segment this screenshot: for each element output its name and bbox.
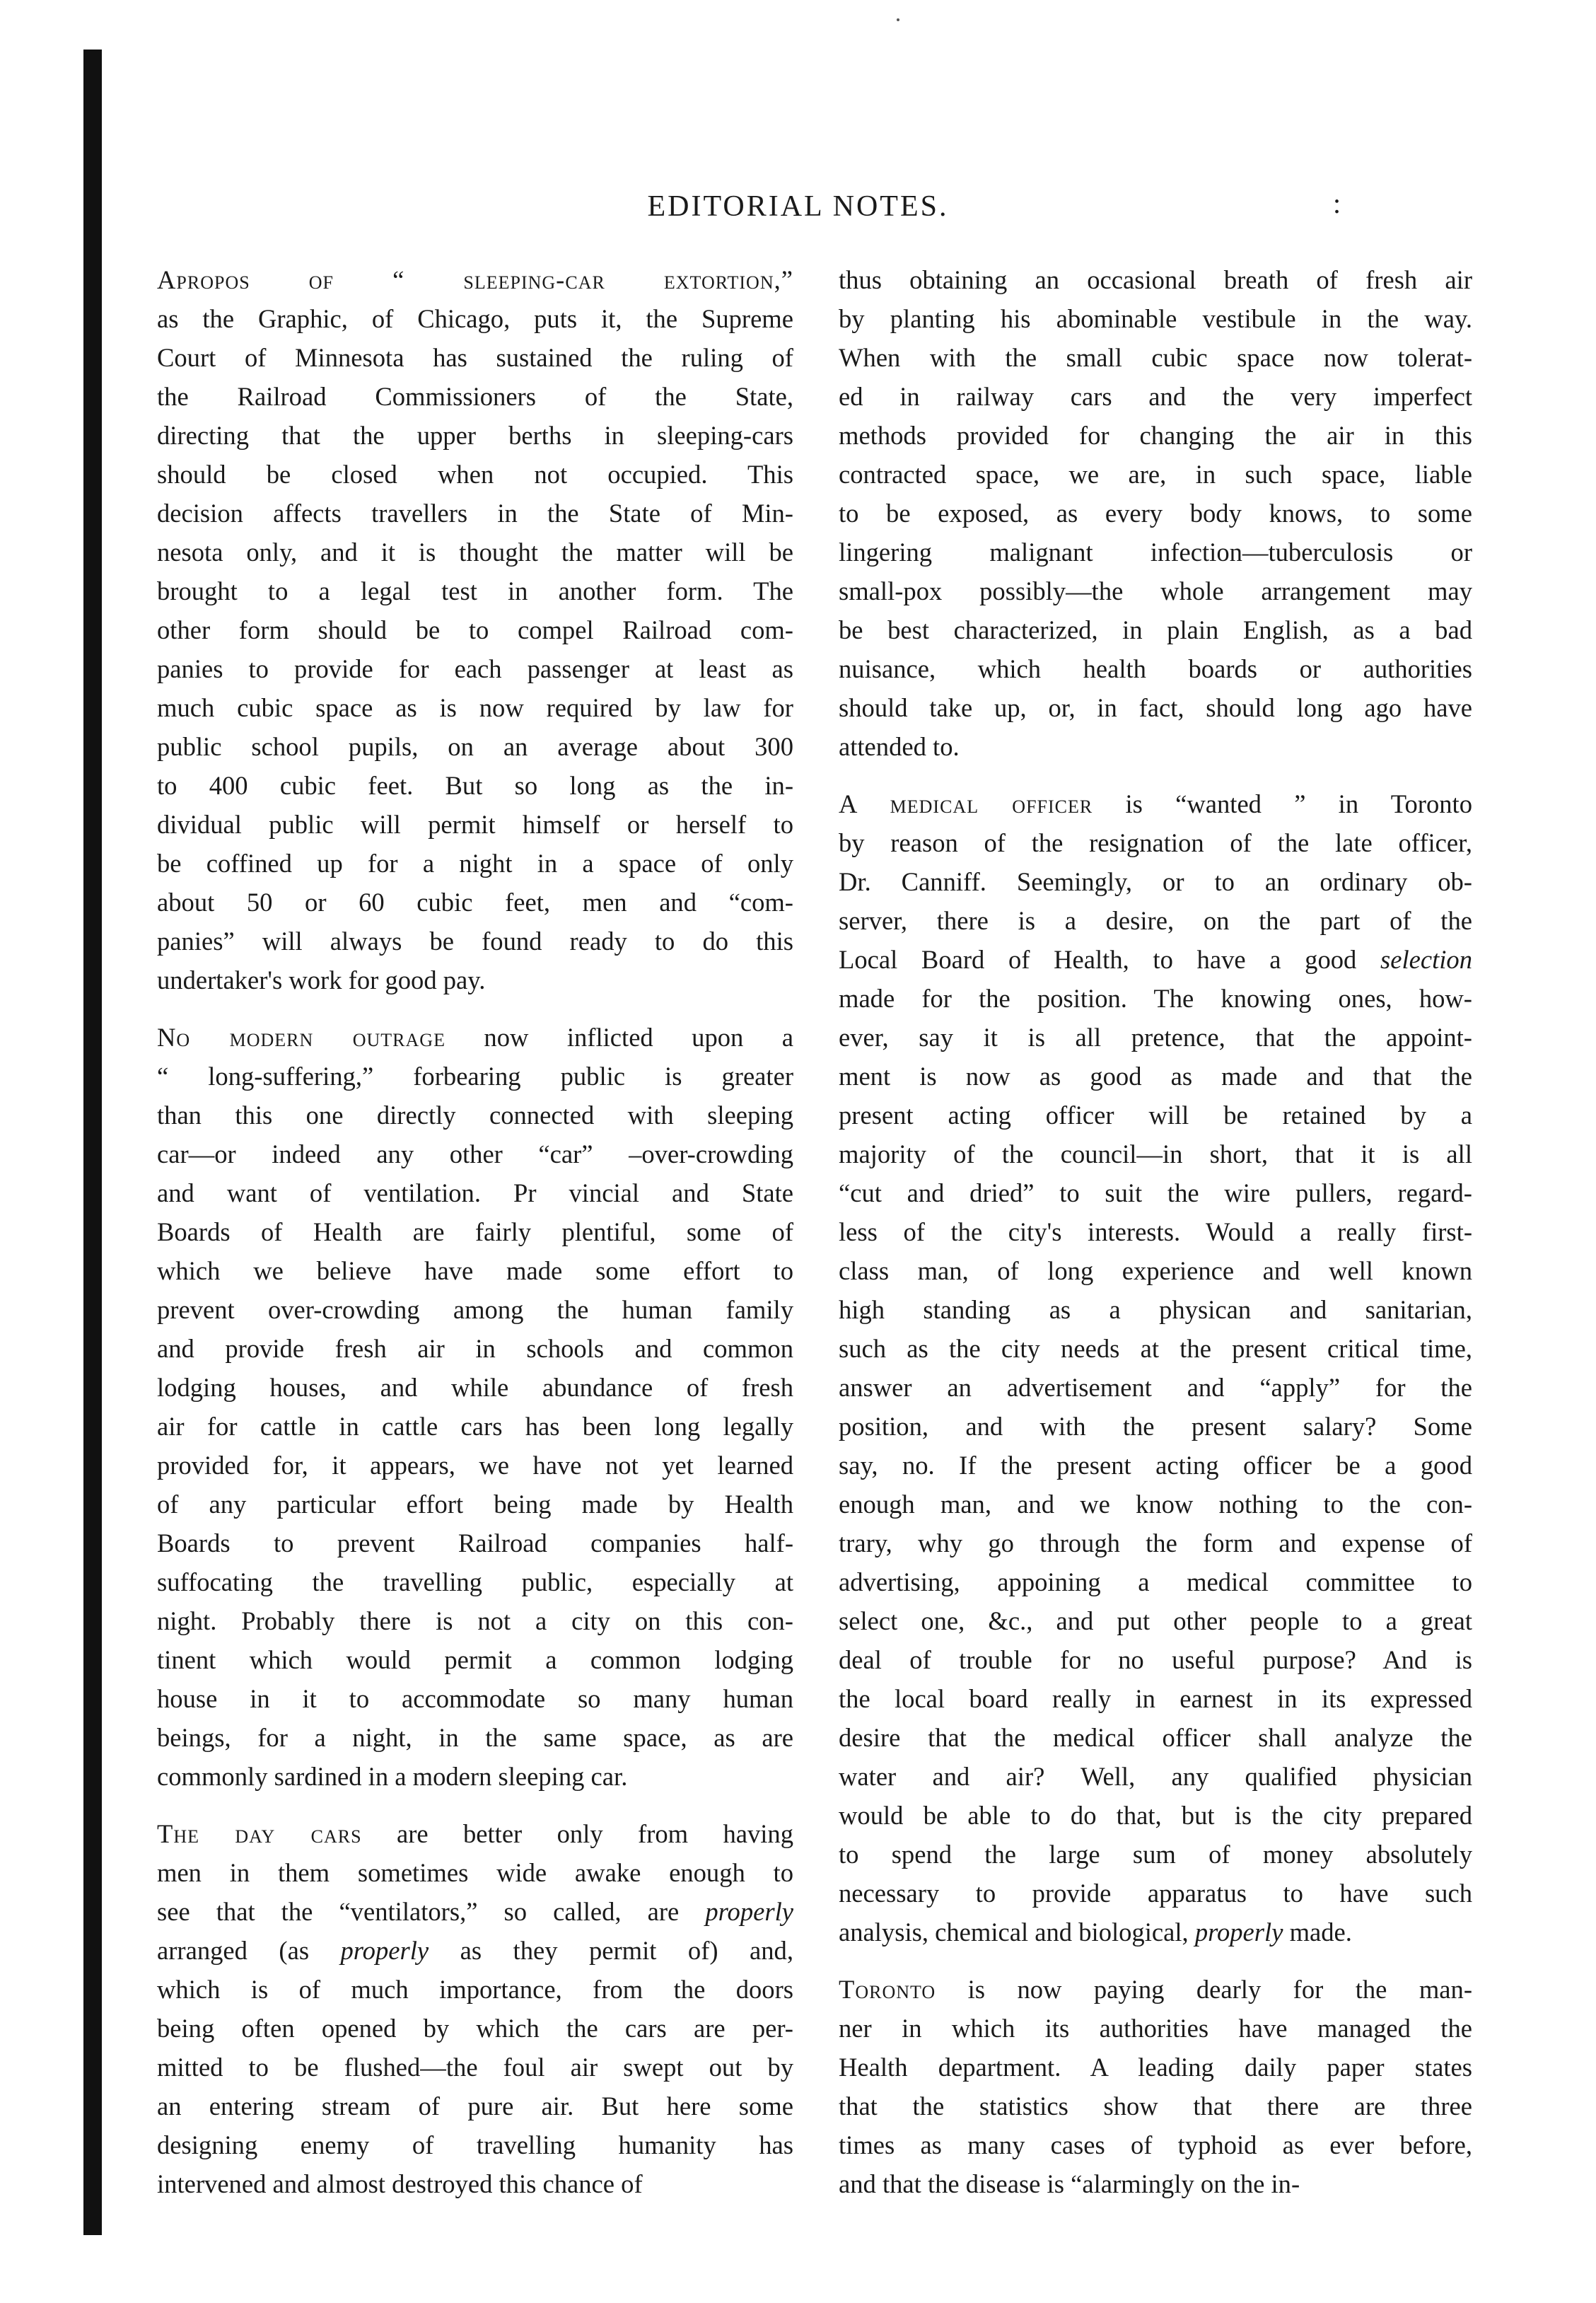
text-line: position, and with the present salary? Some — [839, 1412, 1472, 1441]
left-column — [157, 260, 793, 2203]
text-line: small-pox possibly—the whole arrangement may — [839, 576, 1472, 605]
text-line: such as the city needs at the present critical time, — [839, 1334, 1472, 1363]
text-line: the Railroad Commissioners of the State, — [157, 382, 793, 411]
text-line: provided for, it appears, we have not yet learned — [157, 1451, 793, 1480]
text-line: about 50 or 60 cubic feet, men and “com- — [157, 888, 793, 917]
text-line: nesota only, and it is thought the matter will be — [157, 538, 793, 567]
text-line: being often opened by which the cars are per- — [157, 2014, 793, 2043]
text-line: of any particular effort being made by Health — [157, 1490, 793, 1519]
text-line: the local board really in earnest in its expressed — [839, 1684, 1472, 1713]
text-line: undertaker's work for good pay. — [157, 965, 486, 994]
text-line: public school pupils, on an average about 300 — [157, 732, 793, 761]
text-line: would be able to do that, but is the city prepared — [839, 1801, 1472, 1830]
paragraph-first-line — [839, 784, 1472, 823]
text-line: be best characterized, in plain English, as a bad — [839, 615, 1472, 644]
text-line: Court of Minnesota has sustained the ruling of — [157, 343, 793, 372]
text-line: which is of much importance, from the doors — [157, 1975, 793, 2004]
text-line: and want of ventilation. Pr vincial and State — [157, 1178, 793, 1207]
text-line: nuisance, which health boards or authorities — [839, 654, 1472, 683]
paragraph-lead-rest: now inflicted upon a — [445, 1023, 793, 1052]
text-line: beings, for a night, in the same space, as are — [157, 1723, 793, 1752]
text-line: and provide fresh air in schools and common — [157, 1334, 793, 1363]
text-line: see that the “ventilators,” so called, are properly — [157, 1897, 793, 1926]
italic-word: properly — [1194, 1918, 1283, 1947]
paragraph-lead: A medical officer — [839, 789, 1093, 818]
text-line: advertising, appoining a medical committee to — [839, 1567, 1472, 1596]
text-line: present acting officer will be retained by a — [839, 1101, 1472, 1130]
text-line: mitted to be flushed—the foul air swept out by — [157, 2053, 793, 2082]
text-line: by reason of the resignation of the late officer, — [839, 828, 1472, 857]
text-line: commonly sardined in a modern sleeping car. — [157, 1762, 628, 1791]
paragraph-lead: No modern outrage — [157, 1023, 445, 1052]
text-line: as the Graphic, of Chicago, puts it, the Supreme — [157, 304, 793, 333]
text-line: panies to provide for each passenger at least as — [157, 654, 793, 683]
text-line: enough man, and we know nothing to the con- — [839, 1490, 1472, 1519]
paragraph-lead-rest: is “wanted ” in Toronto — [1093, 789, 1472, 818]
text-line: water and air? Well, any qualified physician — [839, 1762, 1472, 1791]
text-line: suffocating the travelling public, especially at — [157, 1567, 793, 1596]
text-line: designing enemy of travelling humanity has — [157, 2130, 793, 2159]
paragraph-first-line — [839, 1970, 1472, 2009]
text-line: should be closed when not occupied. This — [157, 460, 793, 489]
paragraph-first-line — [157, 1018, 793, 1057]
text-line: be coffined up for a night in a space of only — [157, 849, 793, 878]
text-line: contracted space, we are, in such space, liable — [839, 460, 1472, 489]
text-line: intervened and almost destroyed this chance of — [157, 2169, 643, 2198]
text-line: class man, of long experience and well known — [839, 1256, 1472, 1285]
text-line: say, no. If the present acting officer be a good — [839, 1451, 1472, 1480]
text-line: men in them sometimes wide awake enough to — [157, 1858, 793, 1887]
text-line: “ long-suffering,” forbearing public is greater — [157, 1062, 793, 1091]
text-line: Local Board of Health, to have a good selection — [839, 945, 1472, 974]
text-line: and that the disease is “alarmingly on the in- — [839, 2169, 1300, 2198]
text-line: deal of trouble for no useful purpose? And is — [839, 1645, 1472, 1674]
text-line: should take up, or, in fact, should long ago have — [839, 693, 1472, 722]
paragraph-first-line — [157, 260, 793, 299]
text-line: Boards to prevent Railroad companies half- — [157, 1528, 793, 1557]
text-line: that the statistics show that there are three — [839, 2092, 1472, 2121]
text-line: which we believe have made some effort to — [157, 1256, 793, 1285]
text-line: ever, say it is all pretence, that the appoint- — [839, 1023, 1472, 1052]
text-line: thus obtaining an occasional breath of fresh air — [839, 265, 1472, 294]
text-line: high standing as a physican and sanitarian, — [839, 1295, 1472, 1324]
text-line: to 400 cubic feet. But so long as the in- — [157, 771, 793, 800]
text-line: air for cattle in cattle cars has been long legally — [157, 1412, 793, 1441]
text-line: times as many cases of typhoid as ever before, — [839, 2130, 1472, 2159]
text-line: made for the position. The knowing ones, how- — [839, 984, 1472, 1013]
text-line: necessary to provide apparatus to have such — [839, 1879, 1472, 1908]
text-line: select one, &c., and put other people to a great — [839, 1606, 1472, 1635]
text-line: by planting his abominable vestibule in the way. — [839, 304, 1472, 333]
text-line: methods provided for changing the air in this — [839, 421, 1472, 450]
paragraph-gap — [839, 766, 1472, 784]
text-line: desire that the medical officer shall analyze the — [839, 1723, 1472, 1752]
text-line: ner in which its authorities have managed the — [839, 2014, 1472, 2043]
page-edge-shadow — [83, 50, 102, 2235]
text-line: house in it to accommodate so many human — [157, 1684, 793, 1713]
text-line: attended to. — [839, 732, 960, 761]
text-line: directing that the upper berths in sleeping-cars — [157, 421, 793, 450]
text-line: analysis, chemical and biological, properly made. — [839, 1918, 1352, 1947]
text-line: ment is now as good as made and that the — [839, 1062, 1472, 1091]
text-line: to be exposed, as every body knows, to some — [839, 499, 1472, 528]
paragraph-lead: Apropos of “ sleeping-car extortion,” — [157, 265, 793, 294]
text-line: lingering malignant infection—tuberculosis or — [839, 538, 1472, 567]
italic-word: properly — [705, 1897, 793, 1926]
paragraph-lead: Toronto — [839, 1975, 936, 2004]
paragraph-gap — [839, 1951, 1472, 1970]
text-line: decision affects travellers in the State of Min- — [157, 499, 793, 528]
paragraph-gap — [157, 1796, 793, 1814]
text-line: dividual public will permit himself or herself to — [157, 810, 793, 839]
italic-word: selection — [1380, 945, 1472, 974]
text-line: to spend the large sum of money absolutely — [839, 1840, 1472, 1869]
text-line: answer an advertisement and “apply” for the — [839, 1373, 1472, 1402]
text-line: panies” will always be found ready to do this — [157, 927, 793, 956]
text-line: “cut and dried” to suit the wire pullers, regard- — [839, 1178, 1472, 1207]
margin-mark: : — [1333, 187, 1341, 219]
text-line: lodging houses, and while abundance of fresh — [157, 1373, 793, 1402]
text-line: other form should be to compel Railroad com- — [157, 615, 793, 644]
text-line: Dr. Canniff. Seemingly, or to an ordinary ob- — [839, 867, 1472, 896]
text-line: prevent over-crowding among the human family — [157, 1295, 793, 1324]
text-line: arranged (as properly as they permit of) and, — [157, 1936, 793, 1965]
text-line: trary, why go through the form and expense of — [839, 1528, 1472, 1557]
text-line: much cubic space as is now required by law for — [157, 693, 793, 722]
text-line: night. Probably there is not a city on this con- — [157, 1606, 793, 1635]
speck — [897, 18, 899, 21]
text-line: car—or indeed any other “car” –over-crowding — [157, 1139, 793, 1168]
paragraph-lead: The day cars — [157, 1819, 362, 1848]
text-line: an entering stream of pure air. But here some — [157, 2092, 793, 2121]
text-line: When with the small cubic space now tolerat- — [839, 343, 1472, 372]
text-line: than this one directly connected with sleeping — [157, 1101, 793, 1130]
right-column — [839, 260, 1472, 2203]
text-line: server, there is a desire, on the part of the — [839, 906, 1472, 935]
text-line: ed in railway cars and the very imperfect — [839, 382, 1472, 411]
text-line: Health department. A leading daily paper states — [839, 2053, 1472, 2082]
text-line: tinent which would permit a common lodging — [157, 1645, 793, 1674]
text-line: brought to a legal test in another form. The — [157, 576, 793, 605]
paragraph-lead-rest: is now paying dearly for the man- — [936, 1975, 1472, 2004]
italic-word: properly — [340, 1936, 429, 1965]
page-title: EDITORIAL NOTES. — [647, 190, 949, 223]
text-line: majority of the council—in short, that it is all — [839, 1139, 1472, 1168]
paragraph-lead-rest: are better only from having — [361, 1819, 793, 1848]
text-line: Boards of Health are fairly plentiful, some of — [157, 1217, 793, 1246]
paragraph-gap — [157, 999, 793, 1018]
text-line: less of the city's interests. Would a really first- — [839, 1217, 1472, 1246]
paragraph-first-line — [157, 1814, 793, 1853]
